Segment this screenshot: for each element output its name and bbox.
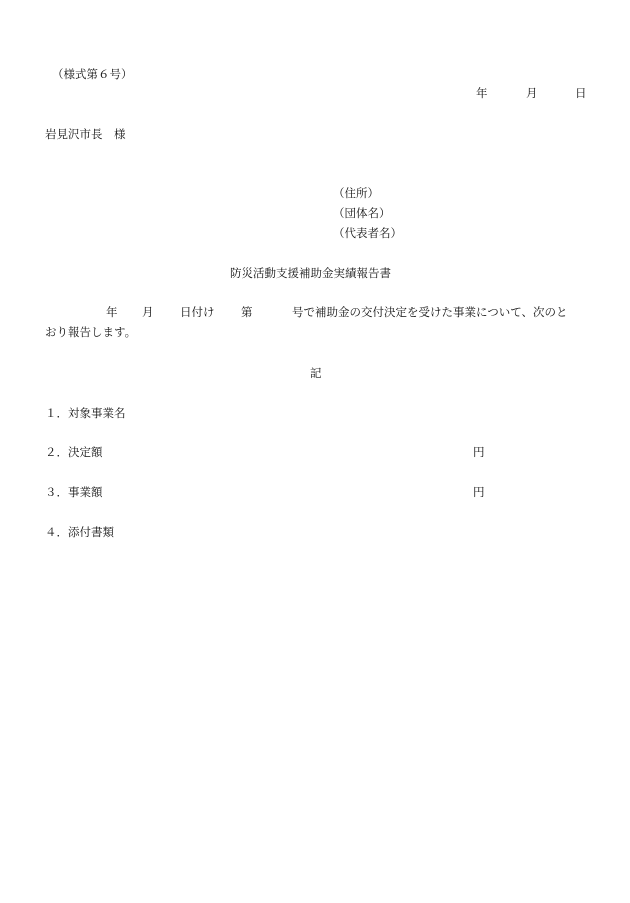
body-date-suffix: 日付け	[180, 305, 215, 319]
body-year: 年	[106, 305, 118, 319]
document-title: 防災活動支援補助金実績報告書	[230, 266, 391, 280]
item-label: ４．添付書類	[45, 525, 114, 539]
item-label: ３．事業額	[45, 485, 103, 499]
group-name-label: （団体名）	[333, 206, 391, 220]
addressee: 岩見沢市長 様	[45, 127, 126, 141]
item-label: １．対象事業名	[45, 406, 126, 420]
body-line1-rest: 号で補助金の交付決定を受けた事業について、次のと	[292, 305, 568, 319]
body-month: 月	[142, 305, 154, 319]
representative-label: （代表者名）	[333, 226, 402, 240]
date-year-label: 年	[476, 86, 488, 100]
address-label: （住所）	[333, 186, 379, 200]
list-item	[45, 408, 126, 420]
form-number: （様式第６号）	[52, 67, 133, 81]
item-unit: 円	[473, 485, 485, 499]
date-day-label: 日	[575, 86, 587, 100]
item-unit: 円	[473, 445, 485, 459]
body-line2: おり報告します。	[45, 325, 137, 339]
item-label: ２．決定額	[45, 445, 103, 459]
ki-heading: 記	[310, 366, 322, 380]
body-number-prefix: 第	[241, 305, 253, 319]
date-month-label: 月	[526, 86, 538, 100]
list-item	[45, 527, 114, 539]
list-item	[45, 487, 103, 499]
list-item	[45, 447, 103, 459]
